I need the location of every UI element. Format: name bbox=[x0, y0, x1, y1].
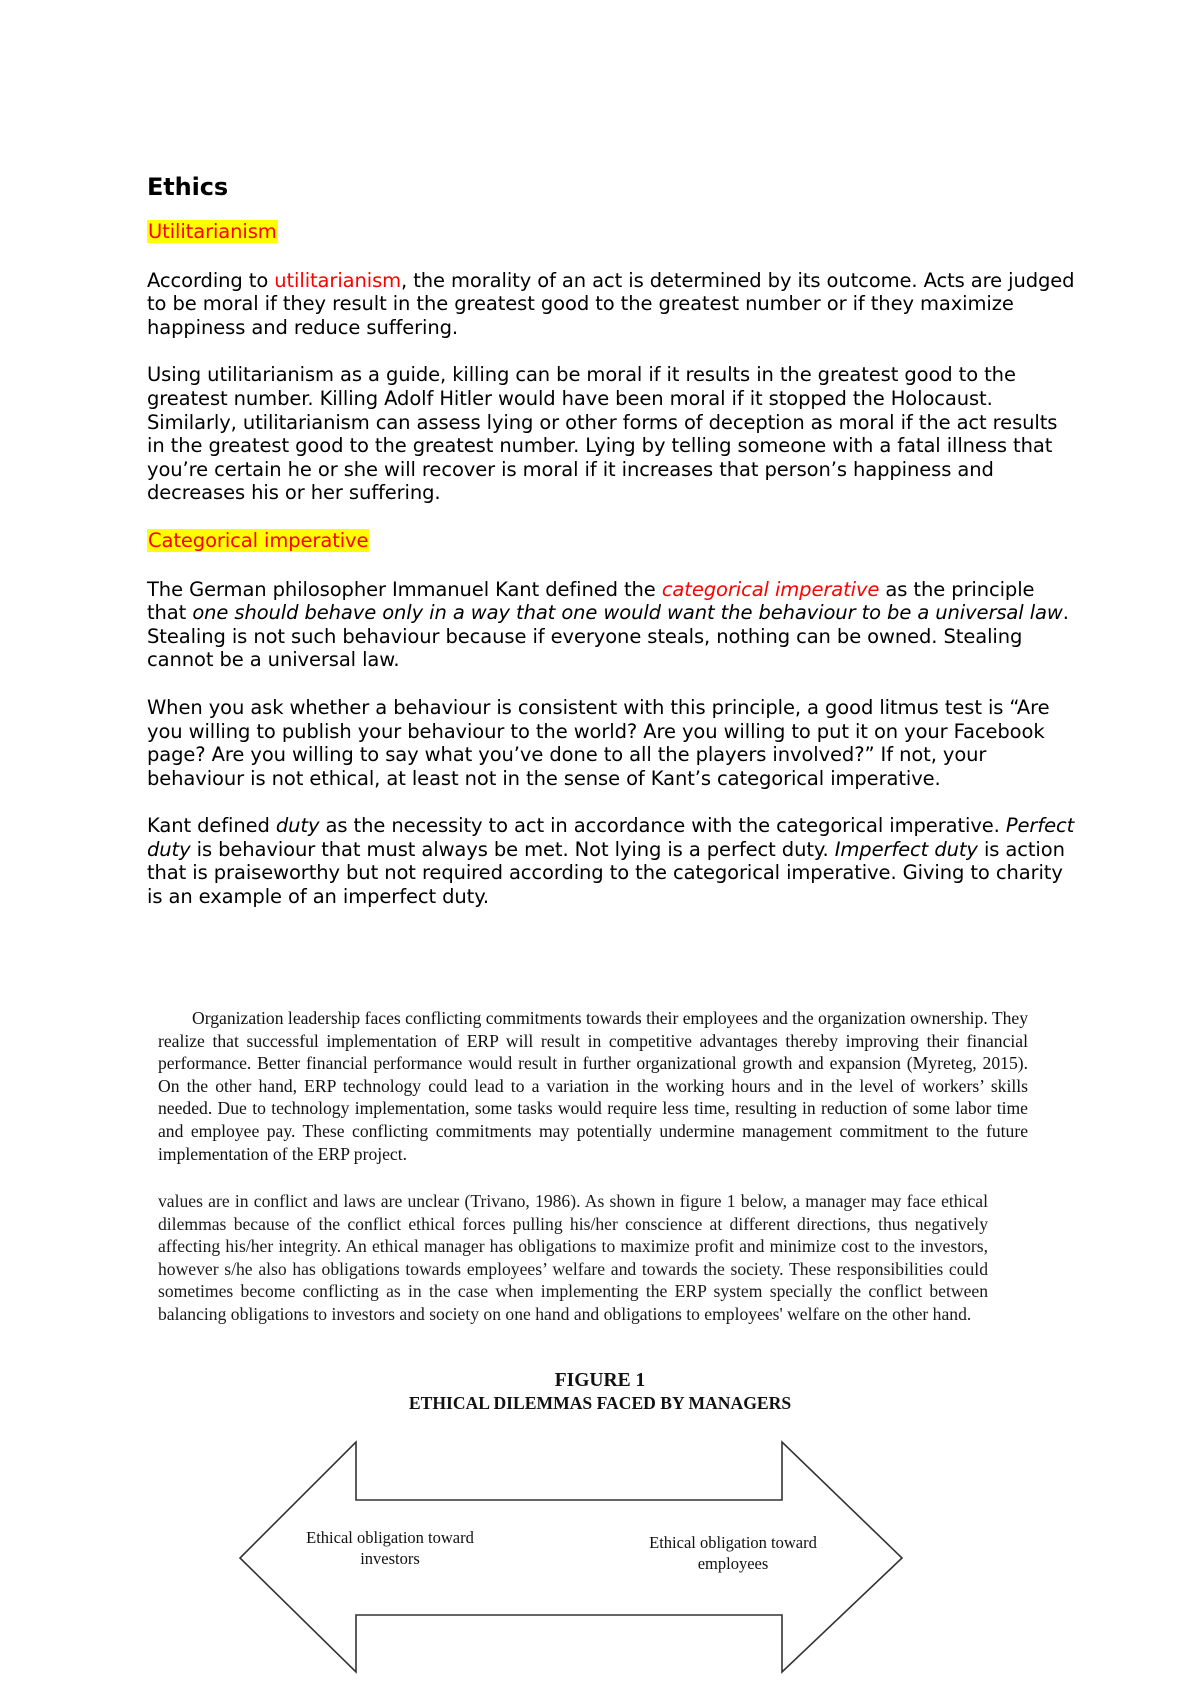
italic-term: duty bbox=[275, 814, 320, 838]
paragraph-litmus-test: When you ask whether a behaviour is consistent with this principle, a good litmus test is “Are you willing to publish your behaviour to the world? Are you willing to put it on your Facebook page? Are you willing to say what you’ve done to all the players involved?” If not, your behaviour is not ethical, at least not in the sense of Kant’s categorical imperative. bbox=[147, 695, 1050, 790]
italic-term: Imperfect duty bbox=[834, 837, 978, 861]
excerpt-paragraph: Organization leadership faces conflicting commitments towards their employees and the organization ownership. They realize that successful implementation of ERP will result in competitive advantages thereby improving their financial performance. Better financial performance would result in further organizational growth and expansion (Myreteg, 2015). On the other hand, ERP technology could lead to a variation in the working hours and in the level of workers’ skills needed. Due to technology implementation, some tasks would require less time, resulting in reduction of some labor time and employee pay. These conflicting commitments may potentially undermine management commitment to the future implementation of the ERP project. bbox=[158, 1008, 1028, 1164]
paragraph-categorical-definition bbox=[147, 578, 1077, 672]
text-run: According to bbox=[147, 268, 275, 292]
left-arrow-label: Ethical obligation toward investors bbox=[306, 1528, 474, 1568]
figure-number: FIGURE 1 bbox=[554, 1370, 646, 1391]
section-heading-categorical bbox=[147, 529, 1077, 553]
scanned-excerpt-1 bbox=[158, 1007, 1028, 1165]
italic-term: Perfect duty bbox=[147, 814, 1075, 861]
paragraph-duty bbox=[147, 814, 1077, 908]
paragraph-utilitarianism-example: Using utilitarianism as a guide, killing can be moral if it results in the greatest good to the greatest number. Killing Adolf Hitler would have been moral if it stopped the Holocaust. Similarly, utilitarianism can assess lying or other forms of deception as moral if the act results in the greatest good to the greatest number. Lying by telling someone with a fatal illness that you’re certain he or she will recover is moral if it increases that person’s happiness and decreases his or her suffering. bbox=[147, 363, 1058, 505]
highlighted-heading: Categorical imperative bbox=[148, 528, 369, 552]
text-run: . Stealing is not such behaviour because if everyone steals, nothing can be owned. Stealing cannot be a universal law. bbox=[147, 601, 1069, 672]
section-heading-utilitarianism bbox=[147, 220, 1077, 244]
text-run: , the morality of an act is determined by its outcome. Acts are judged to be moral if they result in the greatest good to the greatest number or if they maximize happiness and reduce suffering. bbox=[147, 268, 1075, 339]
figure-caption: ETHICAL DILEMMAS FACED BY MANAGERS bbox=[408, 1393, 792, 1413]
highlighted-term: utilitarianism bbox=[274, 268, 402, 292]
highlighted-term: categorical imperative bbox=[661, 577, 880, 601]
text-run: is behaviour that must always be met. Not lying is a perfect duty. bbox=[190, 837, 835, 861]
text-run: The German philosopher Immanuel Kant defined the bbox=[147, 577, 662, 601]
page-title: Ethics bbox=[147, 173, 229, 201]
text-run: Kant defined bbox=[147, 814, 276, 838]
text-run: as the necessity to act in accordance with the categorical imperative. bbox=[319, 814, 1006, 838]
italic-phrase: one should behave only in a way that one would want the behaviour to be a universal law bbox=[192, 601, 1063, 625]
text-run: is action that is praiseworthy but not required according to the categorical imperative. Giving to charity is an example of an imperfect duty. bbox=[147, 837, 1065, 909]
highlighted-heading: Utilitarianism bbox=[148, 220, 277, 243]
scanned-excerpt-2 bbox=[158, 1190, 988, 1326]
right-arrow-label: Ethical obligation toward employees bbox=[649, 1533, 817, 1573]
text-run: as the principle that bbox=[147, 577, 1035, 625]
document-body bbox=[147, 172, 1077, 933]
paragraph-utilitarianism-definition bbox=[147, 269, 1077, 340]
excerpt-paragraph: values are in conflict and laws are unclear (Trivano, 1986). As shown in figure 1 below, a manager may face ethical dilemmas because of the conflict ethical forces pulling his/her conscience at different directions, thus negatively affecting his/her integrity. An ethical manager has obligations to maximize profit and minimize cost to the investors, however s/he also has obligations towards employees’ welfare and towards the society. These responsibilities could sometimes become conflicting as in the case when implementing the ERP system specially the conflict between balancing obligations to investors and society on one hand and obligations to employees' welfare on the other hand. bbox=[158, 1191, 988, 1324]
